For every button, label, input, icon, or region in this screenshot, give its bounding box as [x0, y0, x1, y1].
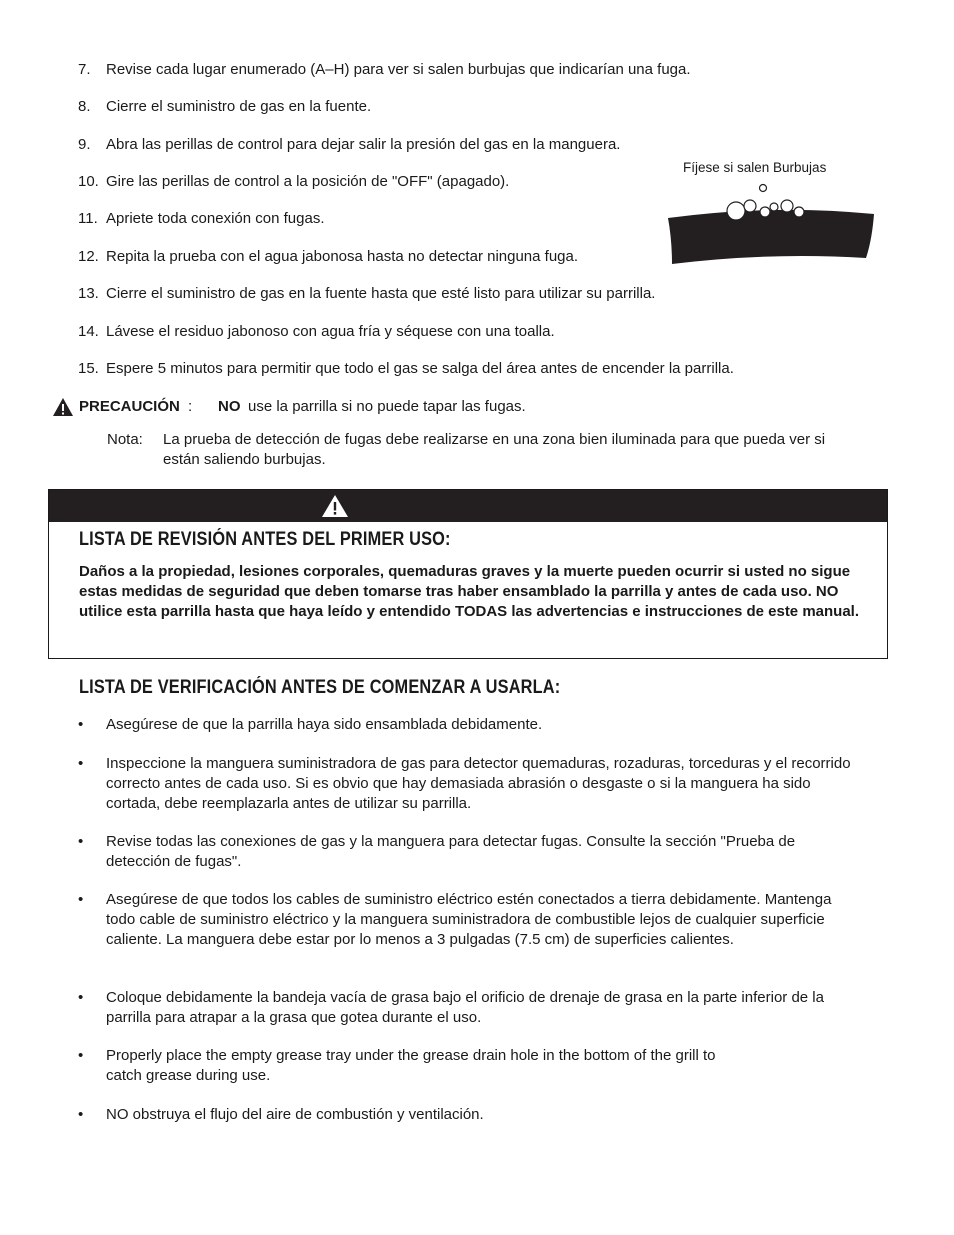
step-8 — [78, 97, 371, 117]
step-number: 12. — [78, 248, 99, 265]
caution-text: use la parrilla si no puede tapar las fugas. — [248, 398, 526, 415]
hose-shape — [668, 210, 874, 264]
step-number: 13. — [78, 285, 99, 302]
list-item-text: NO obstruya el flujo del aire de combustión y ventilación. — [106, 1106, 484, 1123]
step-10 — [78, 172, 509, 192]
step-text: Espere 5 minutos para permitir que todo el gas se salga del área antes de encender la parrilla. — [106, 360, 734, 377]
warning-triangle-icon — [321, 494, 349, 518]
step-7 — [78, 60, 691, 80]
warning-box-body: Daños a la propiedad, lesiones corporales, quemaduras graves y la muerte pueden ocurrir si usted no sigue estas medidas de seguridad que deben tomarse tras haber ensamblado la parrilla y antes de cada uso. NO utilice esta parrilla hasta que haya leído y entendido TODAS las advertencias e instrucciones de este manual. — [79, 563, 859, 620]
bullet-dot: • — [78, 989, 84, 1006]
warning-box-heading: LISTA DE REVISIÓN ANTES DEL PRIMER USO: — [79, 529, 451, 550]
bullet-dot: • — [78, 716, 84, 733]
step-number: 11. — [78, 210, 98, 227]
step-number: 14. — [78, 323, 99, 340]
caution-colon: : — [188, 398, 193, 415]
warning-triangle-icon — [52, 397, 74, 417]
bubble-medium — [744, 200, 756, 212]
step-12 — [78, 247, 578, 267]
caution-label: PRECAUCIÓN — [79, 398, 180, 415]
step-14 — [78, 322, 555, 342]
bubble-medium — [781, 200, 793, 212]
bubble-small — [770, 203, 778, 211]
list-item-text: Properly place the empty grease tray under the grease drain hole in the bottom of the grill to catch grease during use. — [106, 1047, 716, 1084]
step-number: 10. — [78, 173, 99, 190]
list-item-text: Asegúrese de que todos los cables de suministro eléctrico estén conectados a tierra debidamente. Mantenga todo cable de suministro eléctrico y la manguera suministradora de combustible lejos de cualquier superficie caliente. La manguera debe estar por lo menos a 3 pulgadas (7.5 cm) de superficies calientes. — [106, 891, 832, 948]
bullet-dot: • — [78, 833, 84, 850]
nota-text: La prueba de detección de fugas debe realizarse en una zona bien iluminada para que pueda ver si están saliendo burbujas. — [163, 431, 826, 468]
nota-label: Nota: — [107, 431, 143, 448]
warning-bar — [49, 490, 887, 522]
step-text: Apriete toda conexión con fugas. — [106, 210, 325, 227]
list-item-text: Inspeccione la manguera suministradora de gas para detector quemaduras, rozaduras, torceduras y el recorrido correcto antes de cada uso. Si es obvio que hay demasiada abrasión o desgaste o si la manguera ha sido cortada, debe reemplazarla antes de utilizar su parrilla. — [106, 755, 851, 812]
step-13 — [78, 284, 655, 304]
bullet-dot: • — [78, 1106, 84, 1123]
bubble-large — [727, 202, 745, 220]
step-number: 9. — [78, 136, 91, 153]
warning-box — [48, 489, 888, 659]
bullet-dot: • — [78, 1047, 84, 1064]
step-text: Cierre el suministro de gas en la fuente hasta que esté listo para utilizar su parrilla. — [106, 285, 656, 302]
checklist-heading: LISTA DE VERIFICACIÓN ANTES DE COMENZAR A USARLA: — [79, 677, 561, 698]
bullet-dot: • — [78, 891, 84, 908]
step-15 — [78, 359, 734, 379]
list-item-text: Revise todas las conexiones de gas y la manguera para detectar fugas. Consulte la sección "Prueba de detección de fugas". — [106, 833, 796, 870]
list-item-text: Asegúrese de que la parrilla haya sido ensamblada debidamente. — [106, 716, 543, 733]
bullet-dot: • — [78, 755, 84, 772]
step-text: Lávese el residuo jabonoso con agua fría y séquese con una toalla. — [106, 323, 555, 340]
step-text: Abra las perillas de control para dejar salir la presión del gas en la manguera. — [106, 136, 621, 153]
step-9 — [78, 135, 620, 155]
step-number: 15. — [78, 360, 99, 377]
list-item-text: Coloque debidamente la bandeja vacía de grasa bajo el orificio de drenaje de grasa en la parte inferior de la parrilla para atrapar a la grasa que gotea durante el uso. — [106, 989, 824, 1026]
bubble-small — [760, 207, 770, 217]
step-text: Gire las perillas de control a la posición de "OFF" (apagado). — [106, 173, 510, 190]
step-text: Cierre el suministro de gas en la fuente. — [106, 98, 372, 115]
bubble-floating — [760, 185, 767, 192]
bubble-figure-caption: Fíjese si salen Burbujas — [683, 160, 827, 175]
step-number: 7. — [78, 61, 91, 78]
bubble-small — [794, 207, 804, 217]
step-text: Repita la prueba con el agua jabonosa hasta no detectar ninguna fuga. — [106, 248, 579, 265]
step-number: 8. — [78, 98, 91, 115]
hose-bubbles-illustration — [666, 178, 878, 268]
step-11 — [78, 209, 324, 229]
step-text: Revise cada lugar enumerado (A–H) para ver si salen burbujas que indicarían una fuga. — [106, 61, 691, 78]
caution-no: NO — [218, 398, 241, 415]
